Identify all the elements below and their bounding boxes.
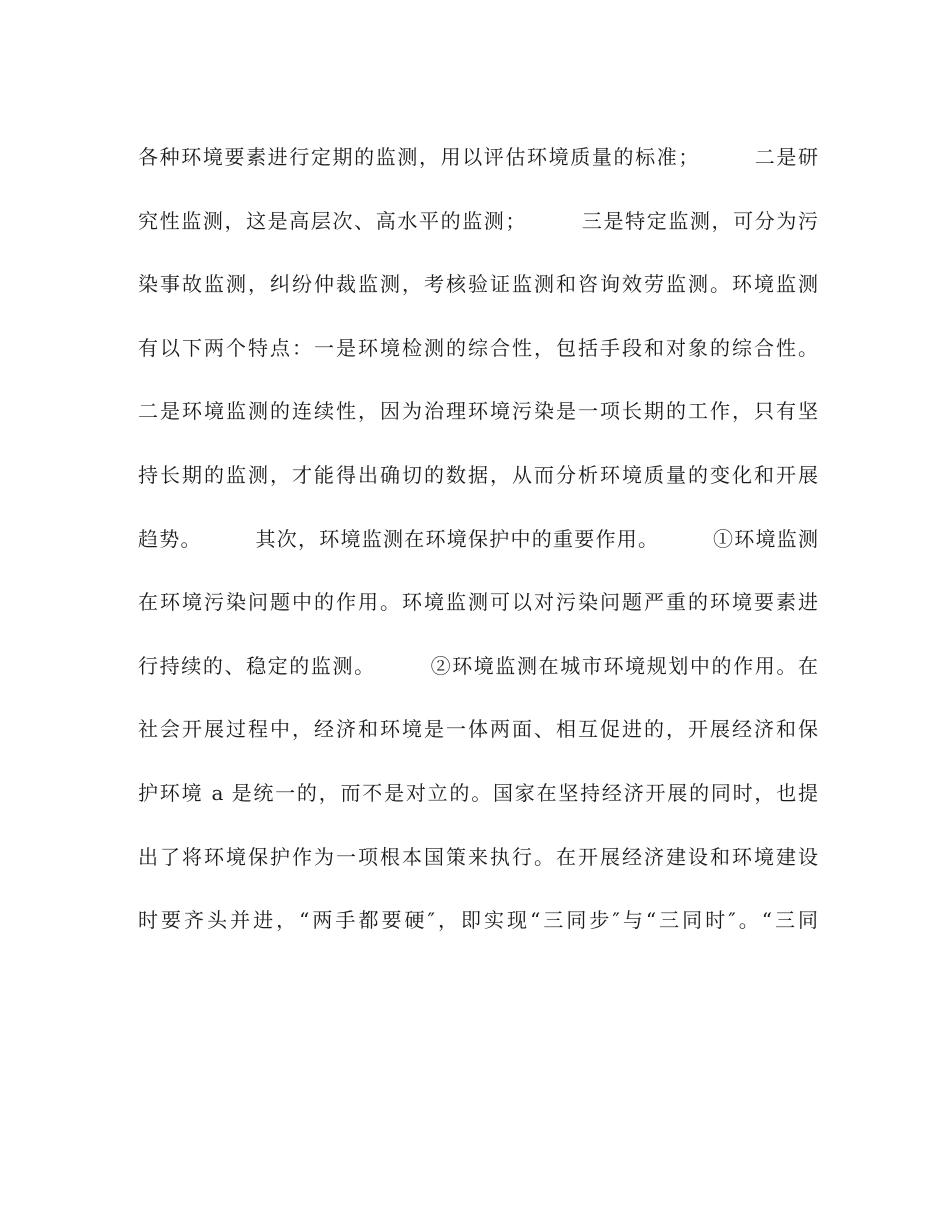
text-line: 行持续的、稳定的监测。 ②环境监测在城市环境规划中的作用。在 xyxy=(138,653,818,678)
text-line: 趋势。 其次，环境监测在环境保护中的重要作用。 ①环境监测 xyxy=(138,526,818,551)
text-line: 各种环境要素进行定期的监测，用以评估环境质量的标准； 二是研 xyxy=(138,145,818,169)
text-line: 护环境 a 是统一的，而不是对立的。国家在坚持经济开展的同时，也提 xyxy=(138,780,818,805)
text-line: 染事故监测，纠纷仲裁监测，考核验证监测和咨询效劳监测。环境监测 xyxy=(138,272,818,297)
text-line: 有以下两个特点：一是环境检测的综合性，包括手段和对象的综合性。 xyxy=(138,335,818,360)
text-line: 时要齐头并进，“两手都要硬″，即实现“三同步″与“三同时″。“三同 xyxy=(138,908,818,933)
text-line: 二是环境监测的连续性，因为治理环境污染是一项长期的工作，只有坚 xyxy=(138,399,818,424)
text-line: 持长期的监测，才能得出确切的数据，从而分析环境质量的变化和开展 xyxy=(138,462,818,487)
text-line: 社会开展过程中，经济和环境是一体两面、相互促进的，开展经济和保 xyxy=(138,717,818,742)
text-line: 在环境污染问题中的作用。环境监测可以对污染问题严重的环境要素进 xyxy=(138,590,818,615)
text-line: 究性监测，这是高层次、高水平的监测； 三是特定监测，可分为污 xyxy=(138,208,818,233)
body-text xyxy=(138,126,818,953)
text-line: 出了将环境保护作为一项根本国策来执行。在开展经济建设和环境建设 xyxy=(138,844,818,869)
